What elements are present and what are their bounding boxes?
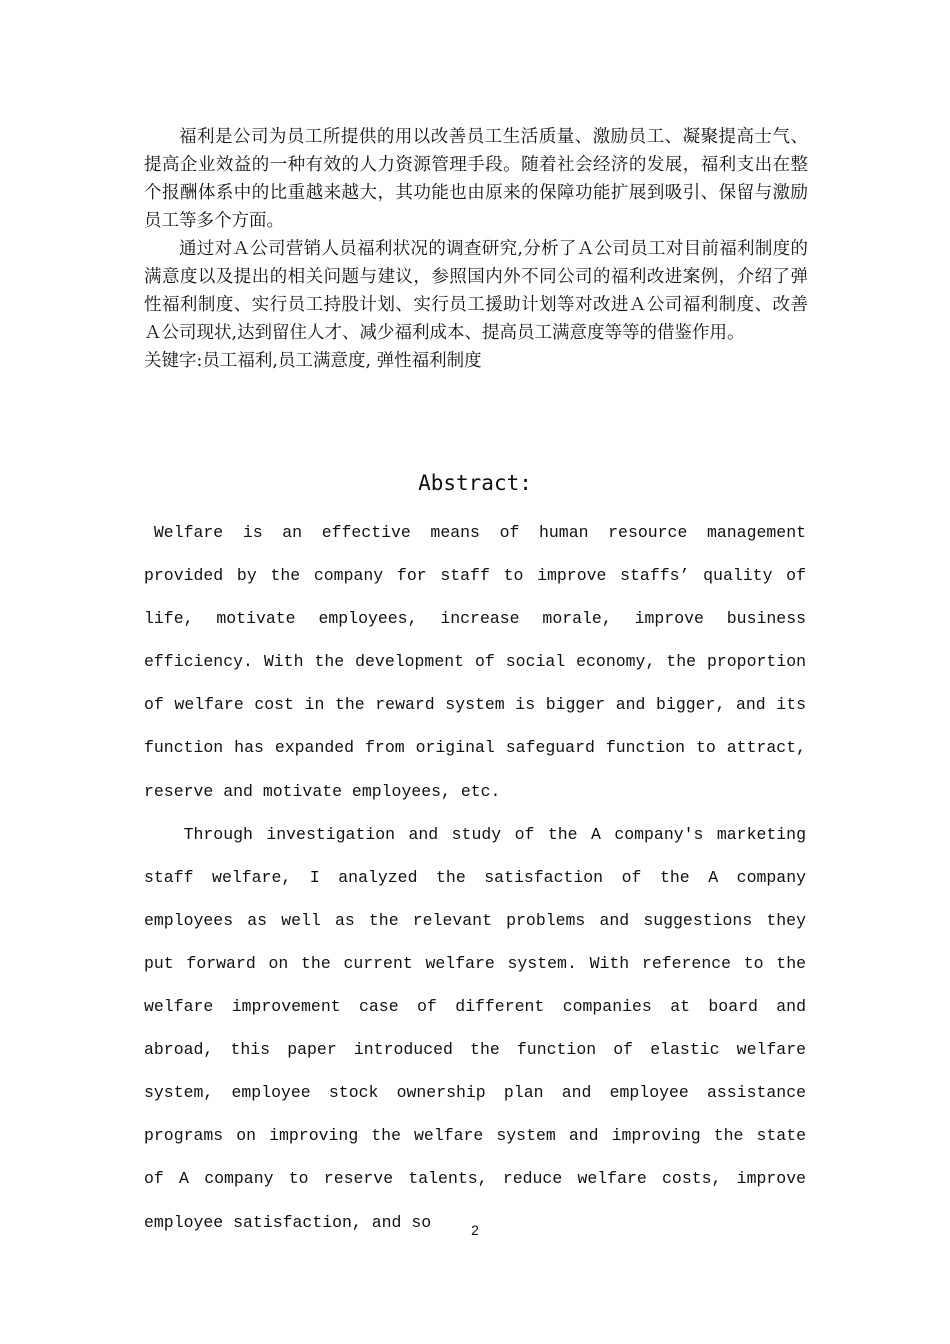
chinese-abstract-paragraph-1: 福利是公司为员工所提供的用以改善员工生活质量、激励员工、凝聚提高士气、提高企业效益的一种有效的人力资源管理手段。随着社会经济的发展，福利支出在整个报酬体系中的比重越来越大，其功能也由原来的保障功能扩展到吸引、保留与激励员工等多个方面。: [144, 127, 808, 231]
chinese-keywords: 关键字:员工福利,员工满意度, 弹性福利制度: [144, 351, 482, 371]
page-number: 2: [471, 1222, 479, 1238]
chinese-abstract: [144, 123, 808, 375]
english-abstract-paragraph-2: Through investigation and study of the A company's marketing staff welfare, I analyzed the satisfaction of the A company employees as well as the relevant problems and suggestions they put forward on the current welfare system. With reference to the welfare improvement case of different companies at board and abroad, this paper introduced the function of elastic welfare system, employee stock ownership plan and employee assistance programs on improving the welfare system and improving the state of A company to reserve talents, reduce welfare costs, improve employee satisfaction, and so: [144, 824, 806, 1232]
abstract-heading: Abstract:: [418, 471, 532, 495]
chinese-abstract-paragraph-2: 通过对Ａ公司营销人员福利状况的调查研究,分析了Ａ公司员工对目前福利制度的满意度以及提出的相关问题与建议，参照国内外不同公司的福利改进案例，介绍了弹性福利制度、实行员工持股计划、实行员工援助计划等对改进Ａ公司福利制度、改善Ａ公司现状,达到留住人才、减少福利成本、提高员工满意度等等的借鉴作用。: [144, 239, 808, 343]
english-abstract: [144, 511, 806, 1244]
english-abstract-paragraph-1: Welfare is an effective means of human resource management provided by the company for staff to improve staffs’ quality of life, motivate employees, increase morale, improve business efficiency. With the development of social economy, the proportion of welfare cost in the reward system is bigger and bigger, and its function has expanded from original safeguard function to attract, reserve and motivate employees, etc.: [144, 523, 806, 801]
